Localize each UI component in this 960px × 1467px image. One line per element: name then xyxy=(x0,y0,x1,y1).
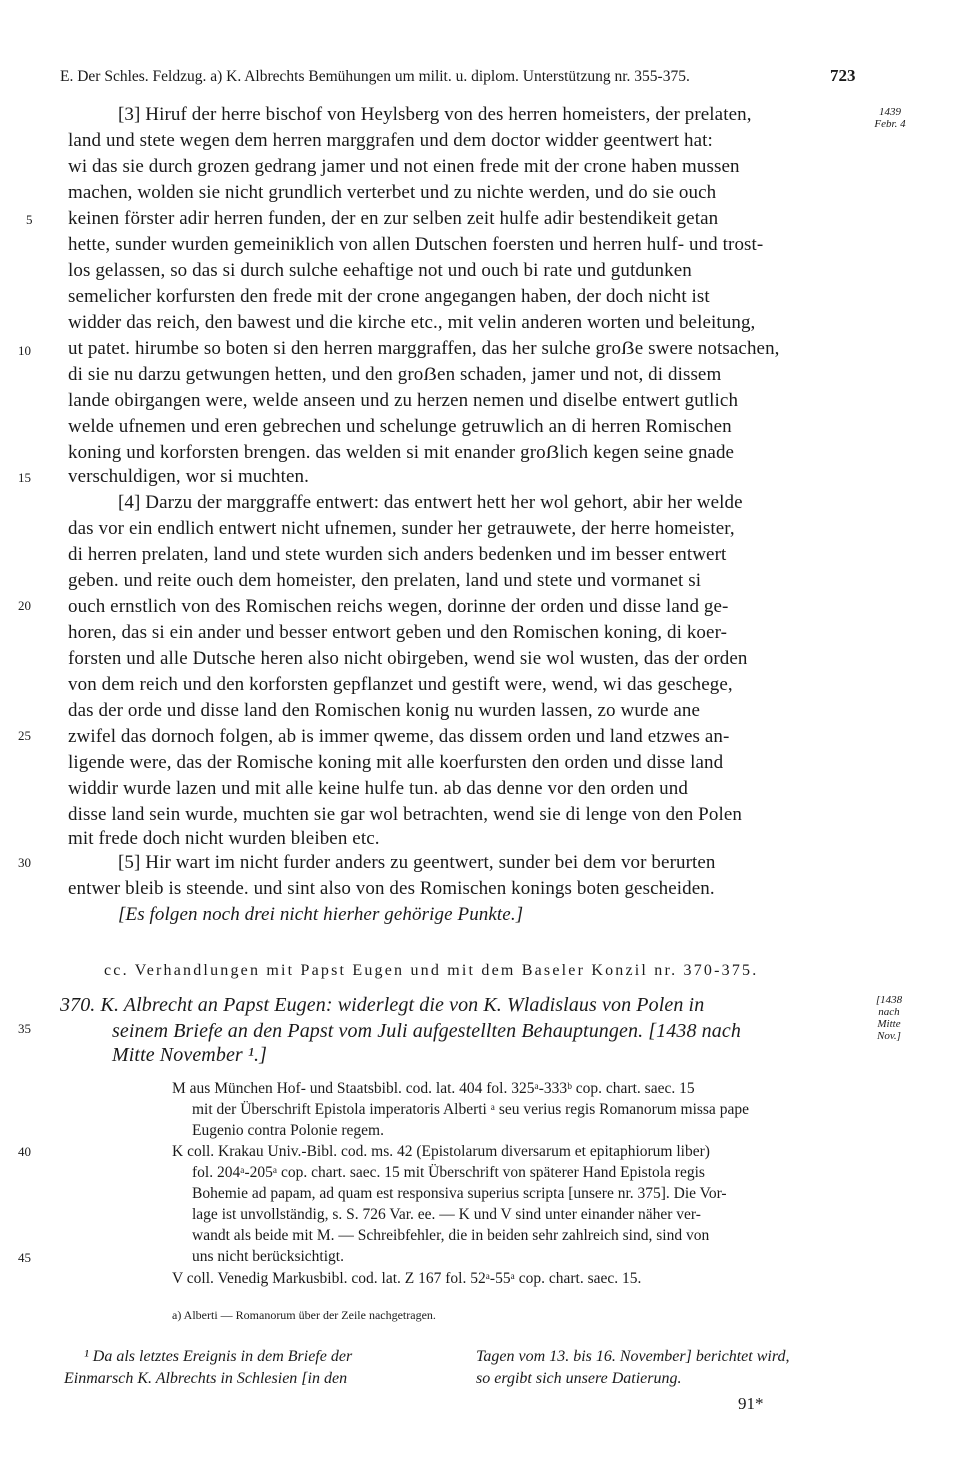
source-line: uns nicht berücksichtigt. xyxy=(192,1248,344,1265)
body-line: wi das sie durch grozen gedrang jamer und not einen frede mit der crone haben mussen xyxy=(68,156,740,177)
body-line: keinen förster adir herren funden, der en zur selben zeit hulfe adir bestendikeit getan xyxy=(68,208,719,229)
body-line: welde ufnemen und eren gebrechen und schelunge getruwlich an di herren Romischen xyxy=(68,416,732,437)
body-line: [3] Hiruf der herre bischof von Heylsberg von des herren homeisters, der prelaten, xyxy=(118,104,752,125)
section-heading: cc. Verhandlungen mit Papst Eugen und mit dem Baseler Konzil nr. 370-375. xyxy=(104,962,759,979)
line-number: 25 xyxy=(18,728,31,743)
footnote-line: Tagen vom 13. bis 16. November] berichtet wird, xyxy=(476,1348,790,1365)
line-number: 40 xyxy=(18,1144,31,1159)
line-number: 20 xyxy=(18,598,31,613)
footnote-line: ¹ Da als letztes Ereignis in dem Briefe der xyxy=(84,1348,353,1365)
apparatus-note: a) Alberti — Romanorum über der Zeile nachgetragen. xyxy=(172,1308,436,1322)
source-line: Eugenio contra Polonie regem. xyxy=(192,1122,384,1139)
footnote-line: Einmarsch K. Albrechts in Schlesien [in den xyxy=(64,1370,348,1387)
doc-title-line: 370. K. Albrecht an Papst Eugen: widerlegt die von K. Wladislaus von Polen in xyxy=(60,994,705,1016)
body-line: zwifel das dornoch folgen, ab is immer qweme, das dissem orden und land etzwes an- xyxy=(68,726,730,747)
footnote-line: so ergibt sich unsere Datierung. xyxy=(476,1370,682,1387)
margin-date-1: 1439 Febr. 4 xyxy=(874,106,906,130)
body-line: das der orde und disse land den Romischen konig nu wurden lassen, zo wurde ane xyxy=(68,700,701,721)
line-number: 10 xyxy=(18,343,31,358)
body-line: verschuldigen, wor si muchten. xyxy=(68,466,309,487)
body-line: hette, sunder wurden gemeiniklich von allen Dutschen foersten und herren hulf- und trost- xyxy=(68,234,764,255)
body-line: machen, wolden sie nicht grundlich verterbet und zu nichte werden, und do sie ouch xyxy=(68,182,717,203)
body-line: los gelassen, so das si durch sulche eehaftige not und ouch bi rate und gutdunken xyxy=(68,260,692,281)
source-line: mit der Überschrift Epistola imperatoris Alberti ᵃ seu verius regis Romanorum missa pape xyxy=(192,1101,749,1118)
body-line: land und stete wegen dem herren marggrafen und dem doctor widder geentwert hat: xyxy=(68,130,713,151)
line-number: 15 xyxy=(18,470,31,485)
editorial-note: [Es folgen noch drei nicht hierher gehörige Punkte.] xyxy=(118,904,524,925)
body-line: das vor ein endlich entwert nicht ufnemen, sunder her getrauwete, der herre homeister, xyxy=(68,518,735,539)
source-line: wandt als beide mit M. — Schreibfehler, die in beiden sehr zahlreich sind, sind von xyxy=(192,1227,710,1244)
body-line: von dem reich und den korforsten gepflanzet und gestift were, wend, wi das geschege, xyxy=(68,674,733,695)
source-line: fol. 204ᵃ-205ᵃ cop. chart. saec. 15 mit Überschrift von späterer Hand Epistola regis xyxy=(192,1164,705,1181)
body-line: mit frede doch nicht wurden bleiben etc. xyxy=(68,828,380,849)
source-line: M aus München Hof- und Staatsbibl. cod. lat. 404 fol. 325ᵃ-333ᵇ cop. chart. saec. 15 xyxy=(172,1080,695,1097)
body-line: ut patet. hirumbe so boten si den herren marggraffen, das her sulche groẞe swere notsachen, xyxy=(68,338,780,359)
doc-title-line: Mitte November ¹.] xyxy=(112,1044,267,1066)
body-line: widder das reich, den bawest und die kirche etc., mit velin anderen worten und beleitung, xyxy=(68,312,756,333)
body-line: [4] Darzu der marggraffe entwert: das entwert hett her wol gehort, abir her welde xyxy=(118,492,743,513)
line-number: 35 xyxy=(18,1021,31,1036)
running-head: E. Der Schles. Feldzug. a) K. Albrechts Bemühungen um milit. u. diplom. Unterstützung nr. 355-375. xyxy=(60,68,690,85)
source-line: V coll. Venedig Markusbibl. cod. lat. Z 167 fol. 52ᵃ-55ᵃ cop. chart. saec. 15. xyxy=(172,1270,642,1287)
body-line: [5] Hir wart im nicht furder anders zu geentwert, sunder bei dem vor berurten xyxy=(118,852,716,873)
body-line: forsten und alle Dutsche heren also nicht obirgeben, wend sie wol wusten, das der orden xyxy=(68,648,748,669)
body-line: lande obirgangen were, welde anseen und zu herzen nemen und diselbe entwert gutlich xyxy=(68,390,739,411)
body-line: geben. und reite ouch dem homeister, den prelaten, land und stete und vormanet si xyxy=(68,570,702,591)
body-line: di herren prelaten, land und stete wurden sich anders bedenken und im besser entwert xyxy=(68,544,727,565)
body-line: koning und korforsten brengen. das welden si mit enander groẞlich kegen seine gnade xyxy=(68,442,735,463)
body-line: ouch ernstlich von des Romischen reichs wegen, dorinne der orden und disse land ge- xyxy=(68,596,729,617)
signature-mark: 91* xyxy=(738,1394,764,1413)
source-line: lage ist unvollständig, s. S. 726 Var. ee. — K und V sind unter einander näher ver- xyxy=(192,1206,701,1223)
body-line: disse land sein wurde, muchten sie gar wol betrachten, wend sie di lenge von den Polen xyxy=(68,804,742,825)
page-number: 723 xyxy=(830,66,856,85)
body-line: widdir wurde lazen und mit alle keine hulfe tun. ab das denne vor den orden und xyxy=(68,778,688,799)
body-line: semelicher korfursten den frede mit der crone angegangen haben, der doch nicht ist xyxy=(68,286,710,307)
body-line: horen, das si ein ander und besser entwort geben und den Romischen koning, di koer- xyxy=(68,622,728,643)
body-line: di sie nu darzu getwungen hetten, und den groẞen schaden, jamer und not, di dissem xyxy=(68,364,722,385)
source-line: Bohemie ad papam, ad quam est responsiva superius scripta [unsere nr. 375]. Die Vor- xyxy=(192,1185,727,1202)
source-line: K coll. Krakau Univ.-Bibl. cod. ms. 42 (Epistolarum diversarum et epitaphiorum liber) xyxy=(172,1143,710,1160)
doc-title-line: seinem Briefe an den Papst vom Juli aufgestellten Behauptungen. [1438 nach xyxy=(112,1020,741,1042)
line-number: 5 xyxy=(26,212,33,227)
body-line: entwer bleib is steende. und sint also von des Romischen konings boten gescheiden. xyxy=(68,878,715,899)
margin-date-2: [1438 nach Mitte Nov.] xyxy=(875,994,903,1042)
body-line: ligende were, das der Romische koning mit alle koerfursten den orden und disse land xyxy=(68,752,724,773)
line-number: 30 xyxy=(18,855,31,870)
line-number: 45 xyxy=(18,1250,31,1265)
